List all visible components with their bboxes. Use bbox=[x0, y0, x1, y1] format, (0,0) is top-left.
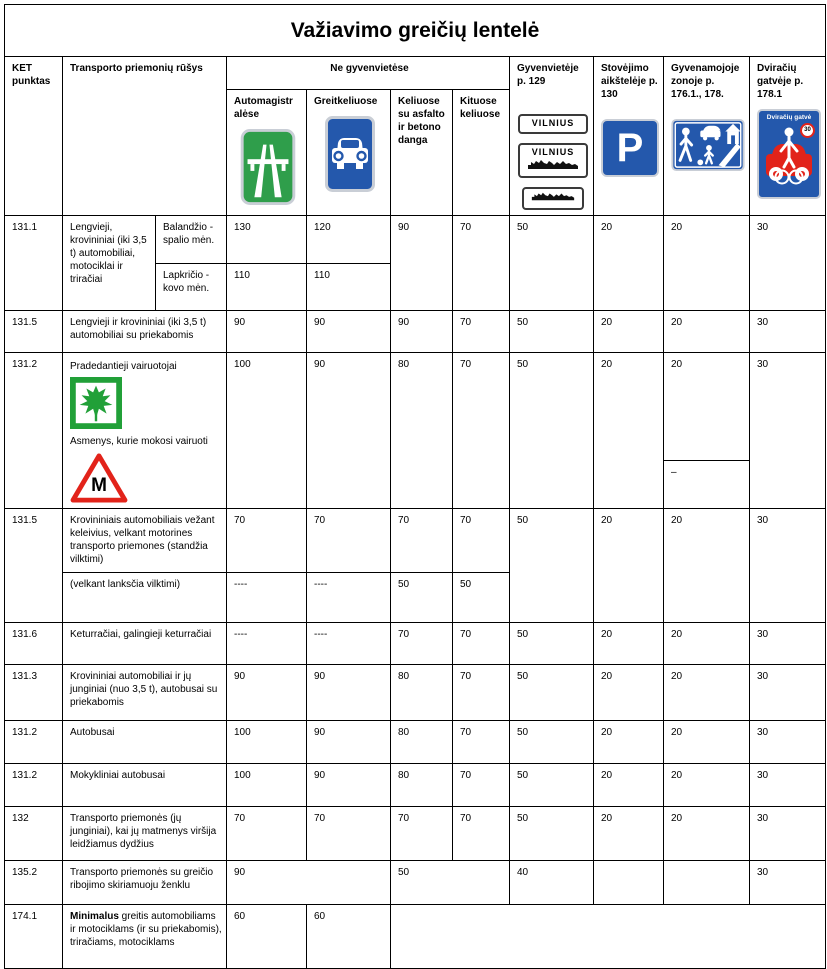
cell-desc: Transporto priemonės (jų junginiai), kai jų matmenys viršija leidžiamus dydžius bbox=[63, 807, 227, 861]
table-row bbox=[5, 764, 826, 807]
cell-value: 50 bbox=[510, 623, 594, 665]
cell-value: 20 bbox=[664, 311, 750, 353]
expressway-sign-wrap bbox=[314, 116, 386, 192]
table-row bbox=[5, 353, 826, 461]
table-row bbox=[5, 216, 826, 264]
cell-value: 50 bbox=[510, 353, 594, 509]
novice-driver-sign-icon bbox=[70, 377, 122, 429]
cell-value: ---- bbox=[307, 573, 391, 623]
learner-driver-sign-icon bbox=[70, 452, 128, 504]
col-header-keliuose: Keliuose su asfalto ir betono danga bbox=[391, 90, 453, 216]
cell-value: 20 bbox=[594, 509, 664, 623]
cell-value: 130 bbox=[227, 216, 307, 264]
cell-ket: 131.5 bbox=[5, 311, 63, 353]
cell-value: 90 bbox=[307, 353, 391, 509]
cell-value: ---- bbox=[307, 623, 391, 665]
cell-value: ---- bbox=[227, 623, 307, 665]
col-header-label: Gyvenamojoje zonoje p. 176.1., 178. bbox=[671, 63, 740, 101]
cell-value: 100 bbox=[227, 764, 307, 807]
cell-value: 20 bbox=[664, 216, 750, 311]
cell-value: 30 bbox=[750, 353, 826, 509]
city-sign-label: VILNIUS bbox=[531, 146, 575, 157]
cell-value: 20 bbox=[594, 721, 664, 764]
cell-value: 70 bbox=[227, 807, 307, 861]
cell-value: 30 bbox=[750, 623, 826, 665]
col-header-greitkeliuose bbox=[307, 90, 391, 216]
table-row bbox=[5, 509, 826, 573]
cell-value: 90 bbox=[227, 665, 307, 721]
col-header-dviraciu bbox=[750, 57, 826, 216]
cell-value: 70 bbox=[453, 807, 510, 861]
col-header-kituose: Kituose keliuose bbox=[453, 90, 510, 216]
cell-value: 20 bbox=[664, 721, 750, 764]
cell-value-empty bbox=[391, 905, 826, 969]
cell-value: 70 bbox=[391, 623, 453, 665]
header-row-1 bbox=[5, 57, 826, 90]
col-header-automagistralese bbox=[227, 90, 307, 216]
bicycle-street-sign-label: Dviračių gatvė bbox=[766, 114, 812, 122]
cell-value: 30 bbox=[750, 311, 826, 353]
cell-ket: 131.2 bbox=[5, 764, 63, 807]
cell-value: 20 bbox=[664, 665, 750, 721]
cell-value: 30 bbox=[750, 509, 826, 623]
cell-desc: Lengvieji ir krovininiai (iki 3,5 t) automobiliai su priekabomis bbox=[63, 311, 227, 353]
cell-value: 70 bbox=[453, 353, 510, 509]
cell-value: 50 bbox=[391, 861, 510, 905]
bicycle-street-sign-icon bbox=[757, 109, 821, 199]
cell-value: 90 bbox=[391, 216, 453, 311]
cell-value: 70 bbox=[453, 665, 510, 721]
cell-value: 60 bbox=[307, 905, 391, 969]
cell-value: 70 bbox=[453, 721, 510, 764]
cell-ket: 131.6 bbox=[5, 623, 63, 665]
table-row bbox=[5, 905, 826, 969]
cell-value: ---- bbox=[227, 573, 307, 623]
cell-period: Lapkričio - kovo mėn. bbox=[156, 264, 227, 311]
cell-value: 70 bbox=[391, 509, 453, 573]
cell-value: 20 bbox=[594, 216, 664, 311]
cell-value: 50 bbox=[510, 764, 594, 807]
cell-value: 90 bbox=[307, 764, 391, 807]
cell-value: 20 bbox=[594, 311, 664, 353]
cell-value: 50 bbox=[510, 807, 594, 861]
bicycle-street-sign-wrap bbox=[757, 109, 821, 199]
city-silhouette-sign-icon bbox=[522, 187, 584, 210]
cell-desc: Mokykliniai autobusai bbox=[63, 764, 227, 807]
residential-zone-sign-wrap bbox=[671, 119, 745, 171]
cell-value: 70 bbox=[453, 509, 510, 573]
cell-value: 50 bbox=[453, 573, 510, 623]
city-sign-group bbox=[517, 114, 589, 209]
table-row bbox=[5, 623, 826, 665]
col-header-label: Greitkeliuose bbox=[314, 96, 378, 108]
cell-desc: Krovininiai automobiliai ir jų junginiai (nuo 3,5 t), autobusai su priekabomis bbox=[63, 665, 227, 721]
cell-value: 30 bbox=[750, 721, 826, 764]
cell-value: 70 bbox=[227, 509, 307, 573]
city-silhouette-icon bbox=[527, 159, 579, 170]
cell-value: 110 bbox=[307, 264, 391, 311]
cell-value: 30 bbox=[750, 807, 826, 861]
cell-desc: Lengvieji, krovininiai (iki 3,5 t) automobiliai, motociklai ir triračiai bbox=[63, 216, 156, 311]
learner-sign-letter: M bbox=[91, 475, 107, 497]
col-header-label: Gyvenvietėje p. 129 bbox=[517, 63, 579, 88]
speed-table bbox=[4, 4, 826, 969]
table-row bbox=[5, 721, 826, 764]
cell-value: 50 bbox=[391, 573, 453, 623]
col-header-label: Automagistr alėse bbox=[234, 96, 293, 121]
cell-value: 20 bbox=[594, 665, 664, 721]
cell-ket: 174.1 bbox=[5, 905, 63, 969]
city-sign-icon bbox=[518, 114, 588, 134]
parking-sign-wrap bbox=[601, 119, 659, 177]
col-header-label: Stovėjimo aikštelėje p. 130 bbox=[601, 63, 658, 101]
cell-value: 80 bbox=[391, 353, 453, 509]
cell-value: 20 bbox=[594, 623, 664, 665]
cell-value: 80 bbox=[391, 721, 453, 764]
residential-zone-sign-icon bbox=[671, 119, 745, 171]
table-row bbox=[5, 665, 826, 721]
page-title: Važiavimo greičių lentelė bbox=[5, 5, 826, 57]
table-row bbox=[5, 807, 826, 861]
cell-value: 30 bbox=[750, 216, 826, 311]
cell-value: 110 bbox=[227, 264, 307, 311]
cell-desc: Keturračiai, galingieji keturračiai bbox=[63, 623, 227, 665]
bicycle-car-glyph bbox=[759, 111, 819, 197]
cell-value: 70 bbox=[453, 311, 510, 353]
cell-ket: 131.2 bbox=[5, 353, 63, 509]
table-row bbox=[5, 311, 826, 353]
col-header-label: Dviračių gatvėje p. 178.1 bbox=[757, 63, 804, 101]
col-header-ket: KET punktas bbox=[5, 57, 63, 216]
cell-value: 70 bbox=[307, 807, 391, 861]
cell-value: 30 bbox=[750, 764, 826, 807]
cell-value: 90 bbox=[307, 665, 391, 721]
cell-value: 50 bbox=[510, 216, 594, 311]
cell-ket: 131.5 bbox=[5, 509, 63, 623]
cell-value: 90 bbox=[307, 311, 391, 353]
cell-value: 70 bbox=[453, 764, 510, 807]
desc-text-bold: Minimalus bbox=[70, 911, 119, 923]
cell-value: 90 bbox=[307, 721, 391, 764]
cell-value: 20 bbox=[664, 764, 750, 807]
parking-sign-letter: P bbox=[616, 126, 644, 171]
cell-value: 50 bbox=[510, 665, 594, 721]
motorway-sign-icon bbox=[240, 129, 296, 205]
cell-value: 50 bbox=[510, 721, 594, 764]
cell-desc bbox=[63, 353, 227, 509]
cell-desc bbox=[63, 905, 227, 969]
cell-ket: 132 bbox=[5, 807, 63, 861]
cell-value: 80 bbox=[391, 764, 453, 807]
cell-value: 20 bbox=[664, 623, 750, 665]
cell-value: 70 bbox=[391, 807, 453, 861]
cell-value: 80 bbox=[391, 665, 453, 721]
col-header-stovejimo bbox=[594, 57, 664, 216]
cell-value: 20 bbox=[594, 764, 664, 807]
cell-value: 60 bbox=[227, 905, 307, 969]
desc-text: greitis automobiliams ir motociklams (ir su priekabomis), triračiams, motociklams bbox=[70, 911, 222, 949]
cell-value: 50 bbox=[510, 311, 594, 353]
cell-value: 70 bbox=[307, 509, 391, 573]
cell-desc: (velkant lanksčia vilktimi) bbox=[63, 573, 227, 623]
cell-value: 100 bbox=[227, 721, 307, 764]
cell-value-empty bbox=[594, 861, 664, 905]
cell-ket: 131.1 bbox=[5, 216, 63, 311]
cell-value: 20 bbox=[664, 509, 750, 623]
cell-value: 20 bbox=[664, 353, 750, 461]
desc-text: Pradedantieji vairuotojai bbox=[70, 361, 177, 373]
cell-value: 70 bbox=[453, 623, 510, 665]
city-sign-with-silhouette-icon bbox=[518, 143, 588, 178]
col-header-gyvenvieteje bbox=[510, 57, 594, 216]
motorway-sign-wrap bbox=[234, 129, 302, 205]
col-header-transport: Transporto priemonių rūšys bbox=[63, 57, 227, 216]
cell-value-empty bbox=[664, 861, 750, 905]
city-sign-label: VILNIUS bbox=[531, 118, 575, 129]
cell-value: – bbox=[664, 461, 750, 509]
cell-value: 30 bbox=[750, 665, 826, 721]
cell-value: 20 bbox=[664, 807, 750, 861]
title-row bbox=[5, 5, 826, 57]
expressway-sign-icon bbox=[325, 116, 375, 192]
desc-text: Asmenys, kurie mokosi vairuoti bbox=[70, 436, 208, 448]
col-header-ne-gyvenvietese: Ne gyvenvietėse bbox=[227, 57, 510, 90]
cell-period: Balandžio - spalio mėn. bbox=[156, 216, 227, 264]
cell-value: 120 bbox=[307, 216, 391, 264]
cell-value: 90 bbox=[227, 861, 391, 905]
cell-ket: 131.3 bbox=[5, 665, 63, 721]
table-row bbox=[5, 861, 826, 905]
speed-limit-badge: 30 bbox=[800, 123, 815, 138]
cell-desc: Transporto priemonės su greičio ribojimo skiriamuoju ženklu bbox=[63, 861, 227, 905]
cell-ket: 131.2 bbox=[5, 721, 63, 764]
cell-value: 20 bbox=[594, 807, 664, 861]
cell-value: 90 bbox=[227, 311, 307, 353]
cell-value: 90 bbox=[391, 311, 453, 353]
cell-value: 50 bbox=[510, 509, 594, 623]
cell-value: 70 bbox=[453, 216, 510, 311]
cell-desc: Krovininiais automobiliais vežant keleivius, velkant motorines transporto priemones (standžia vilktimi) bbox=[63, 509, 227, 573]
cell-value: 40 bbox=[510, 861, 594, 905]
cell-value: 30 bbox=[750, 861, 826, 905]
city-silhouette-icon bbox=[531, 191, 575, 202]
cell-value: 100 bbox=[227, 353, 307, 509]
col-header-gyvenamojoje bbox=[664, 57, 750, 216]
cell-desc: Autobusai bbox=[63, 721, 227, 764]
cell-ket: 135.2 bbox=[5, 861, 63, 905]
cell-value: 20 bbox=[594, 353, 664, 509]
parking-sign-icon bbox=[601, 119, 659, 177]
